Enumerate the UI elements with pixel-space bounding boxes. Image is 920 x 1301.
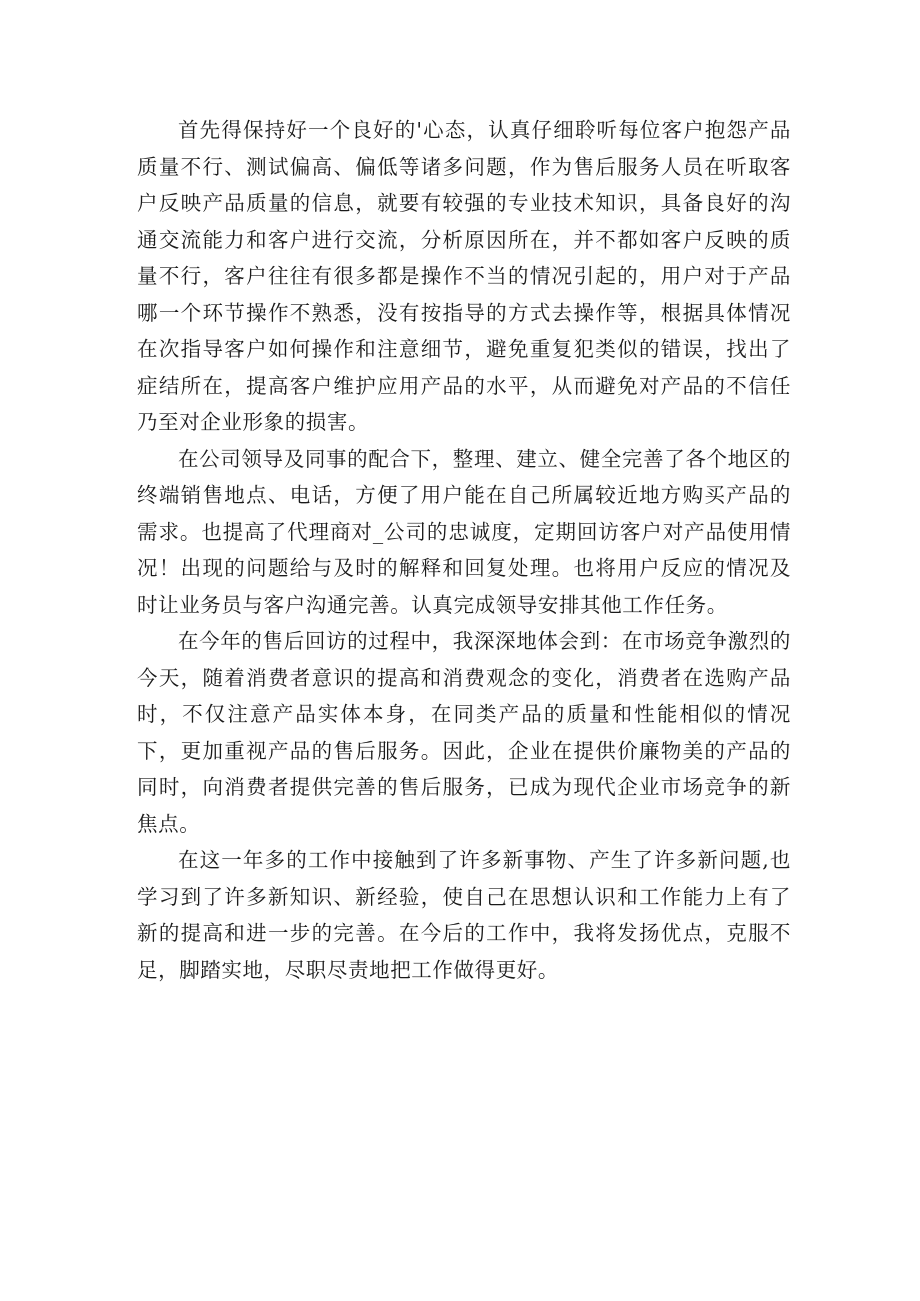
paragraph-4: 在这一年多的工作中接触到了许多新事物、产生了许多新问题,也学习到了许多新知识、新经验，使自己在思想认识和工作能力上有了新的提高和进一步的完善。在今后的工作中，我将发扬优点，克服不足，脚踏实地，尽职尽责地把工作做得更好。 [137,848,791,982]
document-body [137,112,791,988]
paragraph-1: 首先得保持好一个良好的'心态，认真仔细聆听每位客户抱怨产品质量不行、测试偏高、偏低等诸多问题，作为售后服务人员在听取客户反映产品质量的信息，就要有较强的专业技术知识，具备良好的沟通交流能力和客户进行交流，分析原因所在，并不都如客户反映的质量不行，客户往往有很多都是操作不当的情况引起的，用户对于产品哪一个环节操作不熟悉，没有按指导的方式去操作等，根据具体情况在次指导客户如何操作和注意细节，避免重复犯类似的错误，找出了症结所在，提高客户维护应用产品的水平，从而避免对产品的不信任乃至对企业形象的损害。 [137,118,791,434]
paragraph-2: 在公司领导及同事的配合下，整理、建立、健全完善了各个地区的终端销售地点、电话，方便了用户能在自己所属较近地方购买产品的需求。也提高了代理商对_公司的忠诚度，定期回访客户对产品使用情况！出现的问题给与及时的解释和回复处理。也将用户反应的情况及时让业务员与客户沟通完善。认真完成领导安排其他工作任务。 [137,446,791,617]
paragraph-3: 在今年的售后回访的过程中，我深深地体会到：在市场竞争激烈的今天，随着消费者意识的提高和消费观念的变化，消费者在选购产品时，不仅注意产品实体本身，在同类产品的质量和性能相似的情况下，更加重视产品的售后服务。因此，企业在提供价廉物美的产品的同时，向消费者提供完善的售后服务，已成为现代企业市场竞争的新焦点。 [137,629,791,836]
